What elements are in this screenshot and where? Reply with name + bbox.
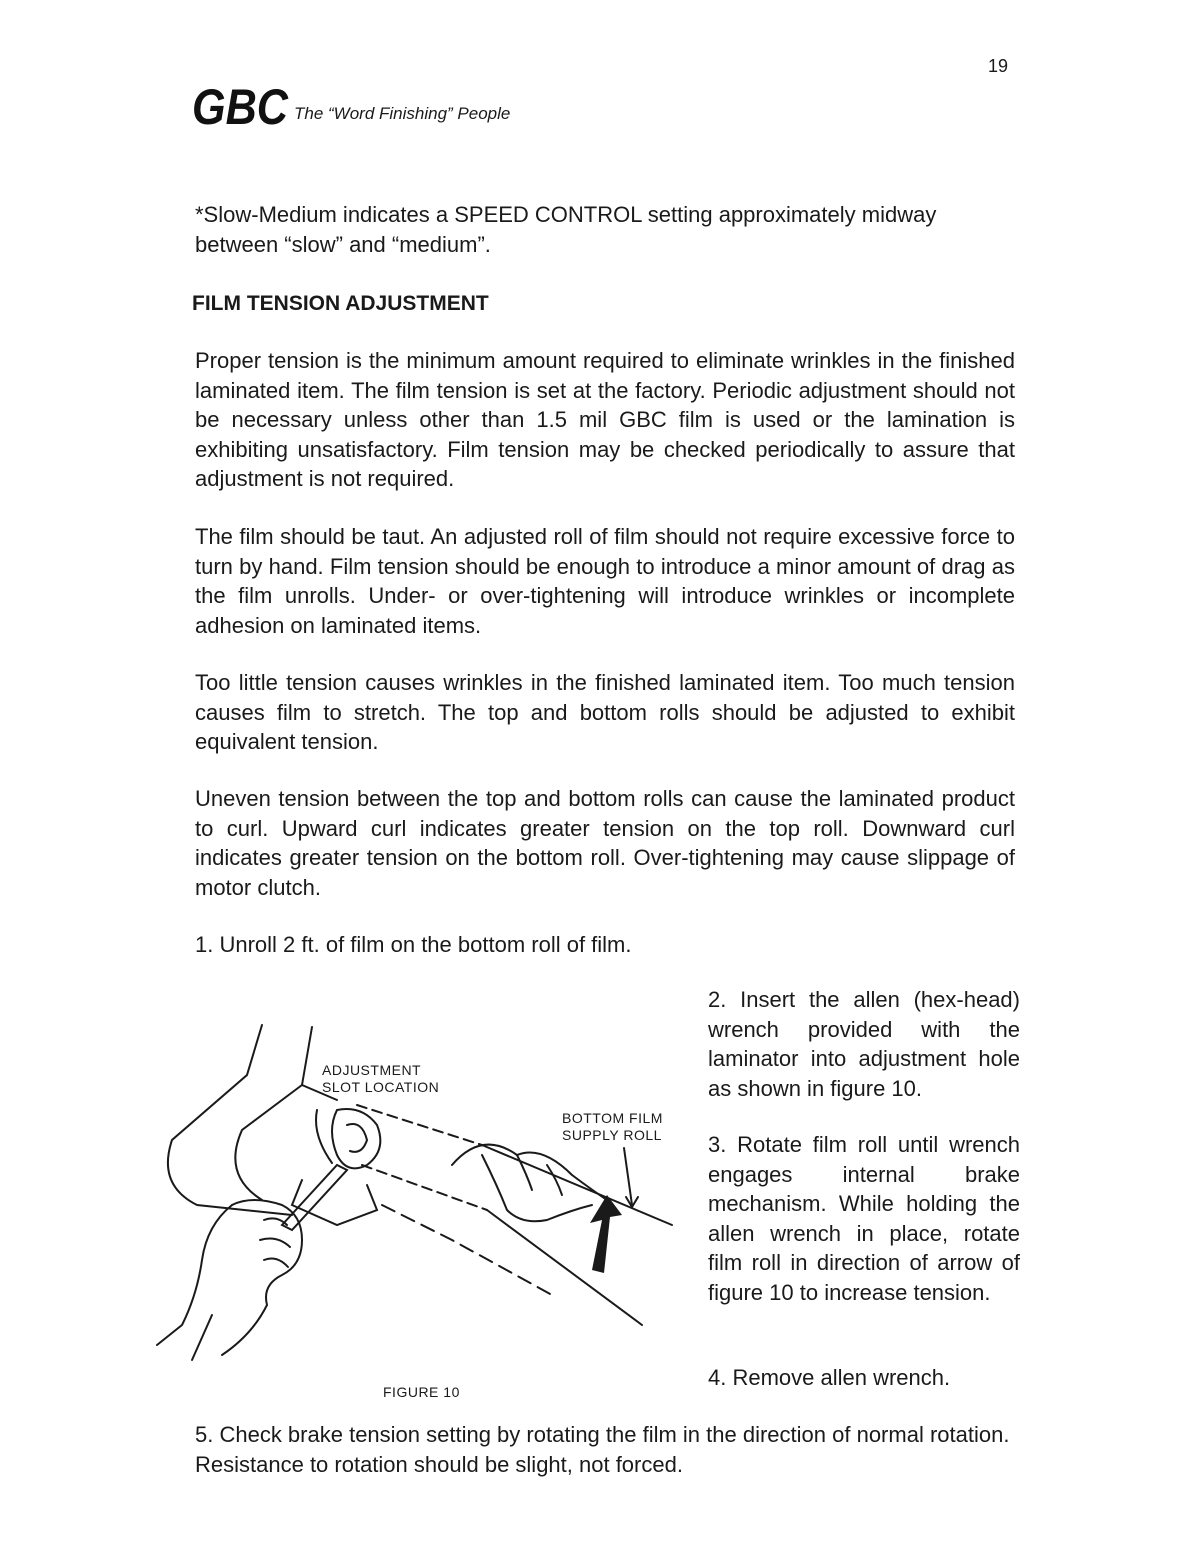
paragraph-film-taut: The film should be taut. An adjusted roll of film should not require excessive force to turn by hand. Film tension should be enough to introduce a minor amount of drag as the film unrolls. Under- or over-tightening will introduce wrinkles or incomplete adhesion on laminated items. xyxy=(195,524,1015,638)
roll-bottom-line xyxy=(487,1210,642,1325)
right-hand xyxy=(452,1145,607,1200)
figure-10-illustration xyxy=(152,1015,692,1375)
adjustment-leader xyxy=(316,1110,332,1163)
step-1: 1. Unroll 2 ft. of film on the bottom roll of film. xyxy=(195,932,632,957)
allen-wrench xyxy=(282,1165,347,1230)
step-5: 5. Check brake tension setting by rotating the film in the direction of normal rotation. Resistance to rotation should be slight, not forced. xyxy=(195,1422,1010,1477)
logo-text: GBC xyxy=(192,80,289,132)
bracket xyxy=(292,1180,377,1225)
left-hand xyxy=(222,1200,302,1355)
frame-inner xyxy=(235,1027,312,1200)
label-bottom-line1: BOTTOM FILM xyxy=(562,1110,663,1126)
paragraph-too-little: Too little tension causes wrinkles in the finished laminated item. Too much tension causes film to stretch. The top and bottom rolls should be adjusted to exhibit equivalent tension. xyxy=(195,670,1015,754)
rotation-arrow-icon xyxy=(590,1195,622,1273)
gbc-logo xyxy=(192,80,292,132)
frame-outline xyxy=(168,1025,292,1215)
label-bottom-line2: SUPPLY ROLL xyxy=(562,1127,662,1143)
page-number: 19 xyxy=(988,56,1009,76)
label-adjustment-line1: ADJUSTMENT xyxy=(322,1062,422,1078)
figure-caption: FIGURE 10 xyxy=(383,1384,460,1400)
speed-note: *Slow-Medium indicates a SPEED CONTROL setting approximately midway between “slow” and “medium”. xyxy=(195,202,937,257)
paragraph-proper-tension: Proper tension is the minimum amount required to eliminate wrinkles in the finished laminated item. The film tension is set at the factory. Periodic adjustment should not be necessary unless other than 1.5 mil GBC film is used or the lamination is exhibiting unsatisfactory. Film tension may be checked periodically to assure that adjustment is not required. xyxy=(195,348,1015,491)
header-tagline: The “Word Finishing” People xyxy=(294,104,511,123)
section-title: FILM TENSION ADJUSTMENT xyxy=(192,292,489,315)
label-adjustment-line2: SLOT LOCATION xyxy=(322,1079,440,1095)
page-header xyxy=(192,80,510,132)
step-4: 4. Remove allen wrench. xyxy=(708,1365,951,1390)
paragraph-uneven-tension: Uneven tension between the top and bottom rolls can cause the laminated product to curl. Upward curl indicates greater tension on the top roll. Downward curl indicates greater tension on the bottom roll. Over-tightening may cause slippage of motor clutch. xyxy=(195,786,1015,900)
step-2: 2. Insert the allen (hex-head) wrench provided with the laminator into adjustment hole as shown in figure 10. xyxy=(708,987,1020,1101)
roll-end xyxy=(332,1109,380,1168)
step-3: 3. Rotate film roll until wrench engages internal brake mechanism. While holding the allen wrench in place, rotate film roll in direction of arrow of figure 10 to increase tension. xyxy=(708,1132,1020,1305)
